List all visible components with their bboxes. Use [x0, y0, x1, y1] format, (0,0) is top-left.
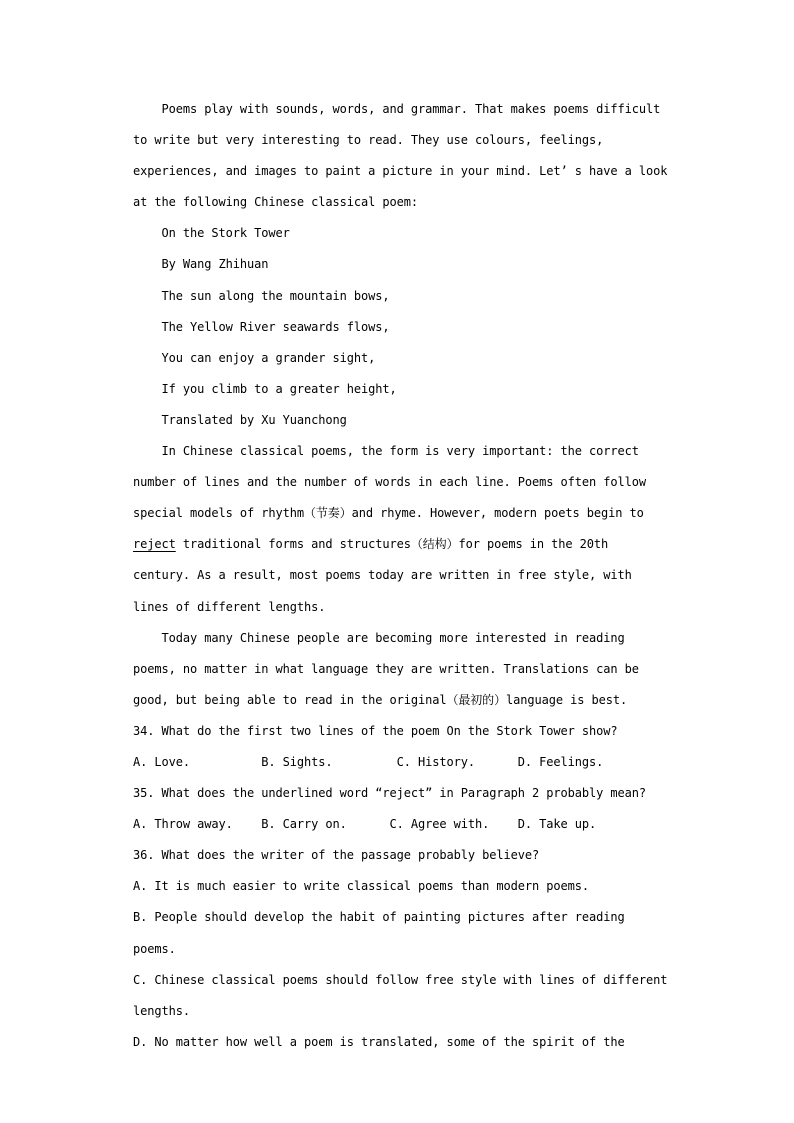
para1-line3 [133, 156, 703, 187]
para1-line1 [133, 94, 703, 125]
poem-translator [133, 405, 703, 436]
text-segment: In Chinese classical poems, the form is very important: the correct [133, 444, 639, 459]
text-segment: B. People should develop the habit of painting pictures after reading [133, 910, 625, 925]
question-34 [133, 716, 703, 747]
question-35 [133, 778, 703, 809]
option-36-b-line1 [133, 902, 703, 933]
text-segment: A. Love. B. Sights. C. History. D. Feelings. [133, 754, 604, 769]
text-segment: traditional forms and structures（结构）for poems in the 20th [175, 537, 609, 552]
para2-line4 [133, 529, 703, 560]
option-36-d-line1 [133, 1027, 703, 1058]
text-segment: 35. What does the underlined word “reject” in Paragraph 2 probably mean? [133, 786, 646, 801]
text-segment: poems, no matter in what language they are written. Translations can be [133, 661, 639, 676]
text-segment: Poems play with sounds, words, and grammar. That makes poems difficult [133, 102, 661, 116]
text-segment: The Yellow River seawards flows, [133, 319, 390, 334]
text-segment: number of lines and the number of words in each line. Poems often follow [133, 475, 646, 490]
text-segment: century. As a result, most poems today are written in free style, with [133, 568, 632, 583]
text-segment: Today many Chinese people are becoming more interested in reading [133, 630, 625, 645]
text-segment: special models of rhythm（节奏）and rhyme. However, modern poets begin to [133, 506, 644, 521]
poem-title [133, 218, 703, 249]
text-segment: A. Throw away. B. Carry on. C. Agree with. D. Take up. [133, 817, 597, 832]
poem-line2 [133, 312, 703, 343]
text-segment: 34. What do the first two lines of the poem On the Stork Tower show? [133, 723, 618, 738]
text-segment: The sun along the mountain bows, [133, 288, 390, 303]
poem-line1 [133, 281, 703, 312]
text-segment: On the Stork Tower [133, 226, 290, 241]
poem-line4 [133, 374, 703, 405]
text-segment: 36. What does the writer of the passage probably believe? [133, 848, 540, 863]
poem-author [133, 249, 703, 280]
text-segment: D. No matter how well a poem is translated, some of the spirit of the [133, 1034, 625, 1049]
para2-line2 [133, 467, 703, 498]
underlined-word: reject [133, 537, 176, 552]
option-36-a [133, 871, 703, 902]
text-segment: good, but being able to read in the original（最初的）language is best. [133, 692, 628, 707]
options-34 [133, 747, 703, 778]
option-36-c-line2 [133, 996, 703, 1027]
para3-line3 [133, 685, 703, 716]
para1-line2 [133, 125, 703, 156]
para2-line6 [133, 592, 703, 623]
option-36-b-line2 [133, 934, 703, 965]
para1-line4 [133, 187, 703, 218]
text-segment: A. It is much easier to write classical poems than modern poems. [133, 879, 589, 894]
text-segment: C. Chinese classical poems should follow free style with lines of different [133, 972, 668, 987]
poem-line3 [133, 343, 703, 374]
para2-line3 [133, 498, 703, 529]
text-segment: By Wang Zhihuan [133, 257, 269, 272]
option-36-c-line1 [133, 965, 703, 996]
text-segment: experiences, and images to paint a picture in your mind. Let’ s have a look [133, 164, 668, 179]
para3-line2 [133, 654, 703, 685]
para2-line1 [133, 436, 703, 467]
text-segment: at the following Chinese classical poem: [133, 195, 418, 210]
text-segment: You can enjoy a grander sight, [133, 350, 376, 365]
text-segment: poems. [133, 941, 176, 956]
options-35 [133, 809, 703, 840]
text-segment: If you climb to a greater height, [133, 381, 397, 396]
passage-text [133, 94, 703, 1058]
text-segment: lines of different lengths. [133, 599, 326, 614]
text-segment: to write but very interesting to read. They use colours, feelings, [133, 133, 604, 148]
question-36 [133, 840, 703, 871]
text-segment: Translated by Xu Yuanchong [133, 412, 347, 427]
para3-line1 [133, 623, 703, 654]
text-segment: lengths. [133, 1003, 190, 1018]
para2-line5 [133, 560, 703, 591]
